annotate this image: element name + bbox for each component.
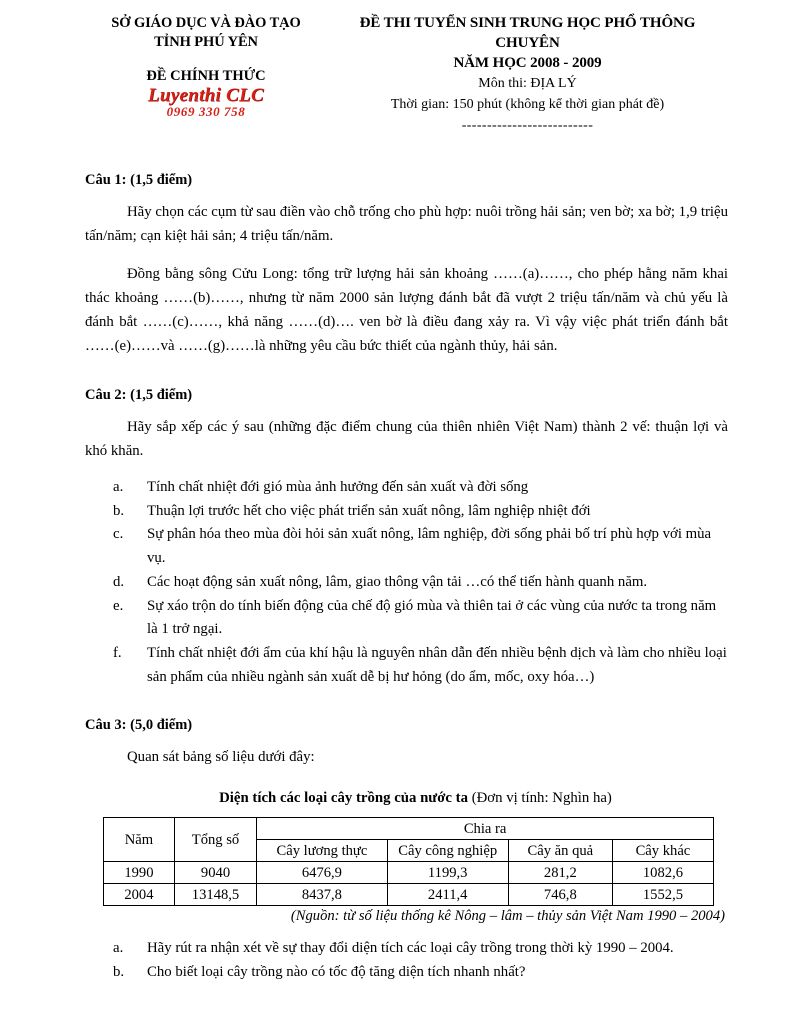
list-item-marker: b. — [113, 963, 125, 980]
exam-title-line1: ĐỀ THI TUYỂN SINH TRUNG HỌC PHỔ THÔNG CHUYÊN — [359, 15, 696, 51]
table-source-note: (Nguồn: từ số liệu thống kê Nông – lâm – thủy sản Việt Nam 1990 – 2004) — [290, 908, 725, 925]
question-3-heading: Câu 3: (5,0 điểm) — [85, 717, 193, 734]
list-item-text: Các hoạt động sản xuất nông, lâm, giao thông vận tải …có thể tiến hành quanh năm. — [147, 573, 648, 590]
cell-industrial-crops: 1199,3 — [387, 862, 508, 884]
list-item-marker: e. — [113, 597, 124, 614]
list-item-marker: d. — [113, 573, 125, 590]
document-header — [85, 12, 728, 134]
exam-title-line2: NĂM HỌC 2008 - 2009 — [453, 54, 602, 71]
cell-other-crops: 1082,6 — [612, 862, 713, 884]
cell-other-crops: 1552,5 — [612, 884, 713, 906]
list-item-text: Tính chất nhiệt đới gió mùa ảnh hưởng đến sản xuất và đời sống — [147, 479, 529, 496]
header-cell-year: Năm — [104, 818, 175, 862]
list-item-text: Thuận lợi trước hết cho việc phát triển sản xuất nông, lâm nghiệp nhiệt đới — [147, 502, 591, 519]
cell-total: 13148,5 — [174, 884, 256, 906]
question-3-item-list — [85, 937, 728, 984]
table-header-row-top — [104, 818, 714, 840]
header-cell-group-breakdown: Chia ra — [257, 818, 714, 840]
cell-fruit-crops: 746,8 — [508, 884, 612, 906]
list-item-marker: f. — [113, 644, 122, 661]
question-1-passage: Đồng bằng sông Cửu Long: tổng trữ lượng hải sản khoảng ……(a)……, cho phép hằng năm khai thác khoảng ……(b)……, nhưng từ năm 2000 sản lượng đánh bắt đã vượt 2 triệu tấn/năm và chủ yếu là đánh bắt ……(c)……, khả năng ……(d)…. ven bờ là điều đang xảy ra. Vì vậy việc phát triển đánh bắt ……(e)……và ……(g)……là những yêu cầu bức thiết của ngành thủy, hải sản. — [85, 266, 728, 355]
list-item-marker: b. — [113, 502, 125, 519]
cell-fruit-crops: 281,2 — [508, 862, 612, 884]
table-row — [104, 862, 714, 884]
header-cell-industrial-crops: Cây công nghiệp — [387, 840, 508, 862]
exam-subject: Môn thi: ĐỊA LÝ — [478, 76, 577, 92]
question-2-heading: Câu 2: (1,5 điểm) — [85, 387, 193, 404]
cell-total: 9040 — [174, 862, 256, 884]
list-item-marker: c. — [113, 526, 124, 543]
question-3-intro: Quan sát bảng số liệu dưới đây: — [127, 749, 315, 766]
list-item — [85, 961, 728, 985]
list-item — [85, 523, 728, 570]
table-body — [104, 862, 714, 906]
header-cell-total: Tổng số — [174, 818, 256, 862]
header-left-block — [85, 12, 327, 119]
list-item — [85, 571, 728, 595]
crop-area-table — [103, 817, 714, 906]
table-caption-unit: (Đơn vị tính: Nghìn ha) — [471, 790, 612, 807]
header-cell-other-crops: Cây khác — [612, 840, 713, 862]
table-caption-title: Diện tích các loại cây trồng của nước ta — [219, 790, 468, 807]
cell-food-crops: 8437,8 — [257, 884, 387, 906]
table-head — [104, 818, 714, 862]
list-item — [85, 937, 728, 961]
cell-year: 1990 — [104, 862, 175, 884]
header-right-block — [327, 12, 728, 134]
header-divider: -------------------------- — [461, 118, 594, 134]
list-item-marker: a. — [113, 479, 124, 496]
list-item — [85, 476, 728, 500]
watermark-logo-phone: 0969 330 758 — [166, 104, 246, 120]
header-cell-fruit-crops: Cây ăn quả — [508, 840, 612, 862]
watermark-logo-text: Luyenthi CLC — [147, 85, 265, 107]
header-cell-food-crops: Cây lương thực — [257, 840, 387, 862]
list-item-text: Tính chất nhiệt đới ẩm của khí hậu là nguyên nhân dẫn đến nhiều bệnh dịch và làm cho nhiều loại sản phẩm của nhiều ngành sản xuất dễ bị hư hỏng (do ẩm, mốc, oxy hóa…) — [147, 644, 727, 685]
list-item-marker: a. — [113, 940, 124, 957]
exam-duration: Thời gian: 150 phút (không kể thời gian phát đề) — [390, 97, 665, 113]
department-name-line2: TỈNH PHÚ YÊN — [154, 34, 258, 51]
list-item — [85, 500, 728, 524]
list-item-text: Cho biết loại cây trồng nào có tốc độ tăng diện tích nhanh nhất? — [147, 963, 526, 980]
question-2-intro: Hãy sắp xếp các ý sau (những đặc điểm chung của thiên nhiên Việt Nam) thành 2 vế: thuận lợi và khó khăn. — [85, 419, 728, 460]
department-name-line1: SỞ GIÁO DỤC VÀ ĐÀO TẠO — [111, 15, 301, 31]
list-item-text: Sự phân hóa theo mùa đòi hỏi sản xuất nông, lâm nghiệp, đời sống phải bố trí phù hợp với mùa vụ. — [147, 526, 712, 567]
question-1-intro: Hãy chọn các cụm từ sau điền vào chỗ trống cho phù hợp: nuôi trồng hải sản; ven bờ; xa bờ; 1,9 triệu tấn/năm; cạn kiệt hải sản; 4 triệu tấn/năm. — [85, 204, 728, 245]
official-exam-label: ĐỀ CHÍNH THỨC — [146, 68, 266, 85]
table-row — [104, 884, 714, 906]
cell-year: 2004 — [104, 884, 175, 906]
list-item — [85, 642, 728, 689]
question-2-item-list — [85, 476, 728, 689]
question-1-heading: Câu 1: (1,5 điểm) — [85, 172, 193, 189]
list-item-text: Sự xáo trộn do tính biến động của chế độ gió mùa và thiên tai ở các vùng của nước ta trong năm là 1 trở ngại. — [147, 597, 717, 638]
cell-industrial-crops: 2411,4 — [387, 884, 508, 906]
cell-food-crops: 6476,9 — [257, 862, 387, 884]
table-caption — [103, 790, 728, 807]
list-item-text: Hãy rút ra nhận xét về sự thay đổi diện tích các loại cây trồng trong thời kỳ 1990 – 2004. — [147, 940, 674, 957]
list-item — [85, 595, 728, 642]
